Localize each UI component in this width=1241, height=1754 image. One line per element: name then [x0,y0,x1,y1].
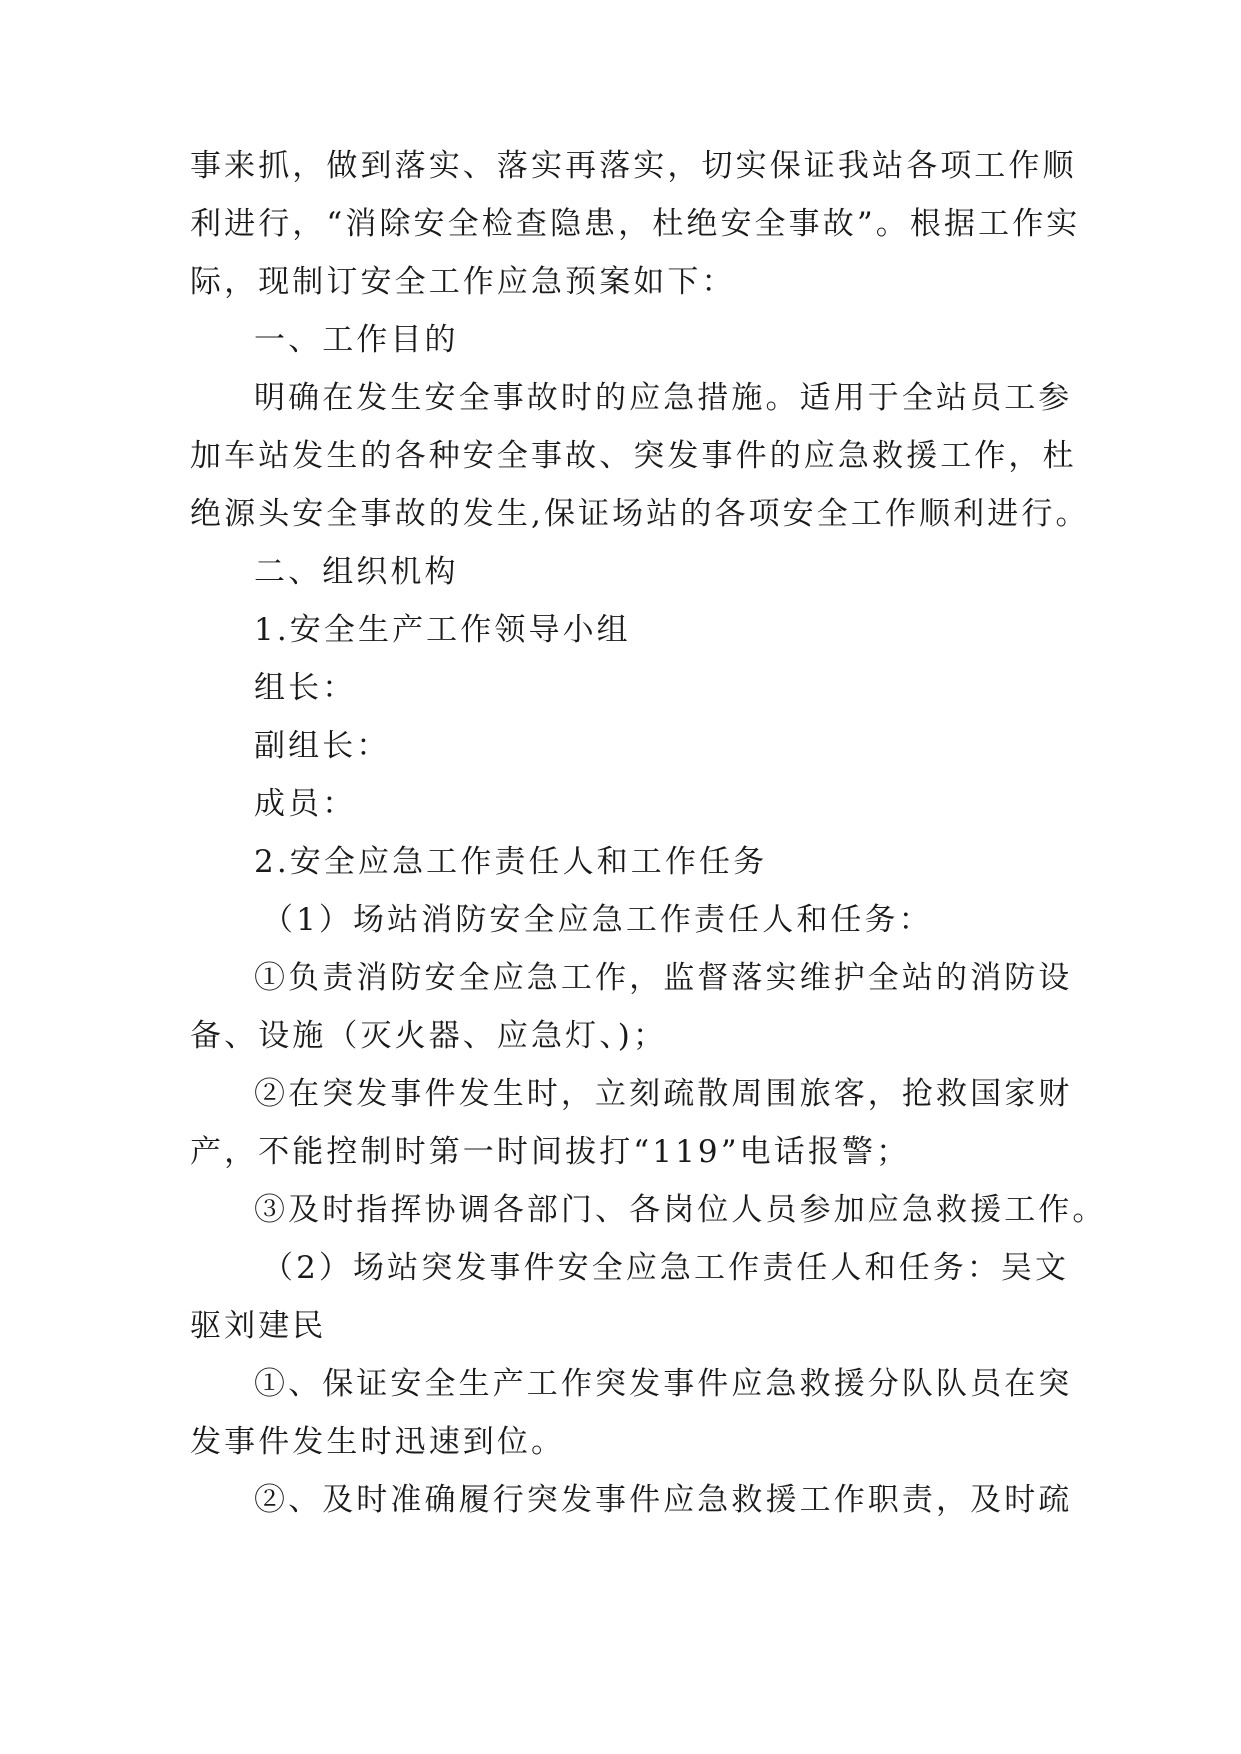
body-text-line: 利进行，“消除安全检查隐患，杜绝安全事故”。根据工作实 [190,206,1081,242]
list-item-first-line: ②在突发事件发生时，立刻疏散周围旅客，抢救国家财 [254,1076,1073,1112]
body-text-line: 产，不能控制时第一时间拔打“119”电话报警； [190,1134,911,1170]
list-item-first-line: ②、及时准确履行突发事件应急救援工作职责，及时疏 [254,1482,1073,1518]
body-text-line: 事来抓，做到落实、落实再落实，切实保证我站各项工作顺 [190,148,1077,184]
subsection-heading: 1.安全生产工作领导小组 [254,612,631,648]
item-heading: （1）场站消防安全应急工作责任人和任务： [262,902,933,938]
item-heading: （2）场站突发事件安全应急工作责任人和任务：吴文 [262,1250,1070,1286]
section-heading: 一、工作目的 [254,322,459,358]
list-item-first-line: ③及时指挥协调各部门、各岗位人员参加应急救援工作。 [254,1192,1107,1228]
body-text-line: 绝源头安全事故的发生,保证场站的各项安全工作顺利进行。 [190,496,1090,532]
subsection-heading: 2.安全应急工作责任人和工作任务 [254,844,768,880]
role-label-leader: 组长： [254,670,357,706]
role-label-members: 成员： [254,786,357,822]
body-text-line: 际，现制订安全工作应急预案如下： [190,264,736,300]
paragraph-first-line: 明确在发生安全事故时的应急措施。适用于全站员工参 [254,380,1073,416]
body-text-line: 驱刘建民 [190,1308,327,1344]
body-text-line: 备、设施（灭火器、应急灯、)； [190,1018,668,1054]
body-text-line: 加车站发生的各种安全事故、突发事件的应急救援工作，杜 [190,438,1077,474]
role-label-deputy: 副组长： [254,728,391,764]
body-text-line: 发事件发生时迅速到位。 [190,1424,566,1460]
list-item-first-line: ①负责消防安全应急工作，监督落实维护全站的消防设 [254,960,1073,996]
list-item-first-line: ①、保证安全生产工作突发事件应急救援分队队员在突 [254,1366,1073,1402]
section-heading: 二、组织机构 [254,554,459,590]
